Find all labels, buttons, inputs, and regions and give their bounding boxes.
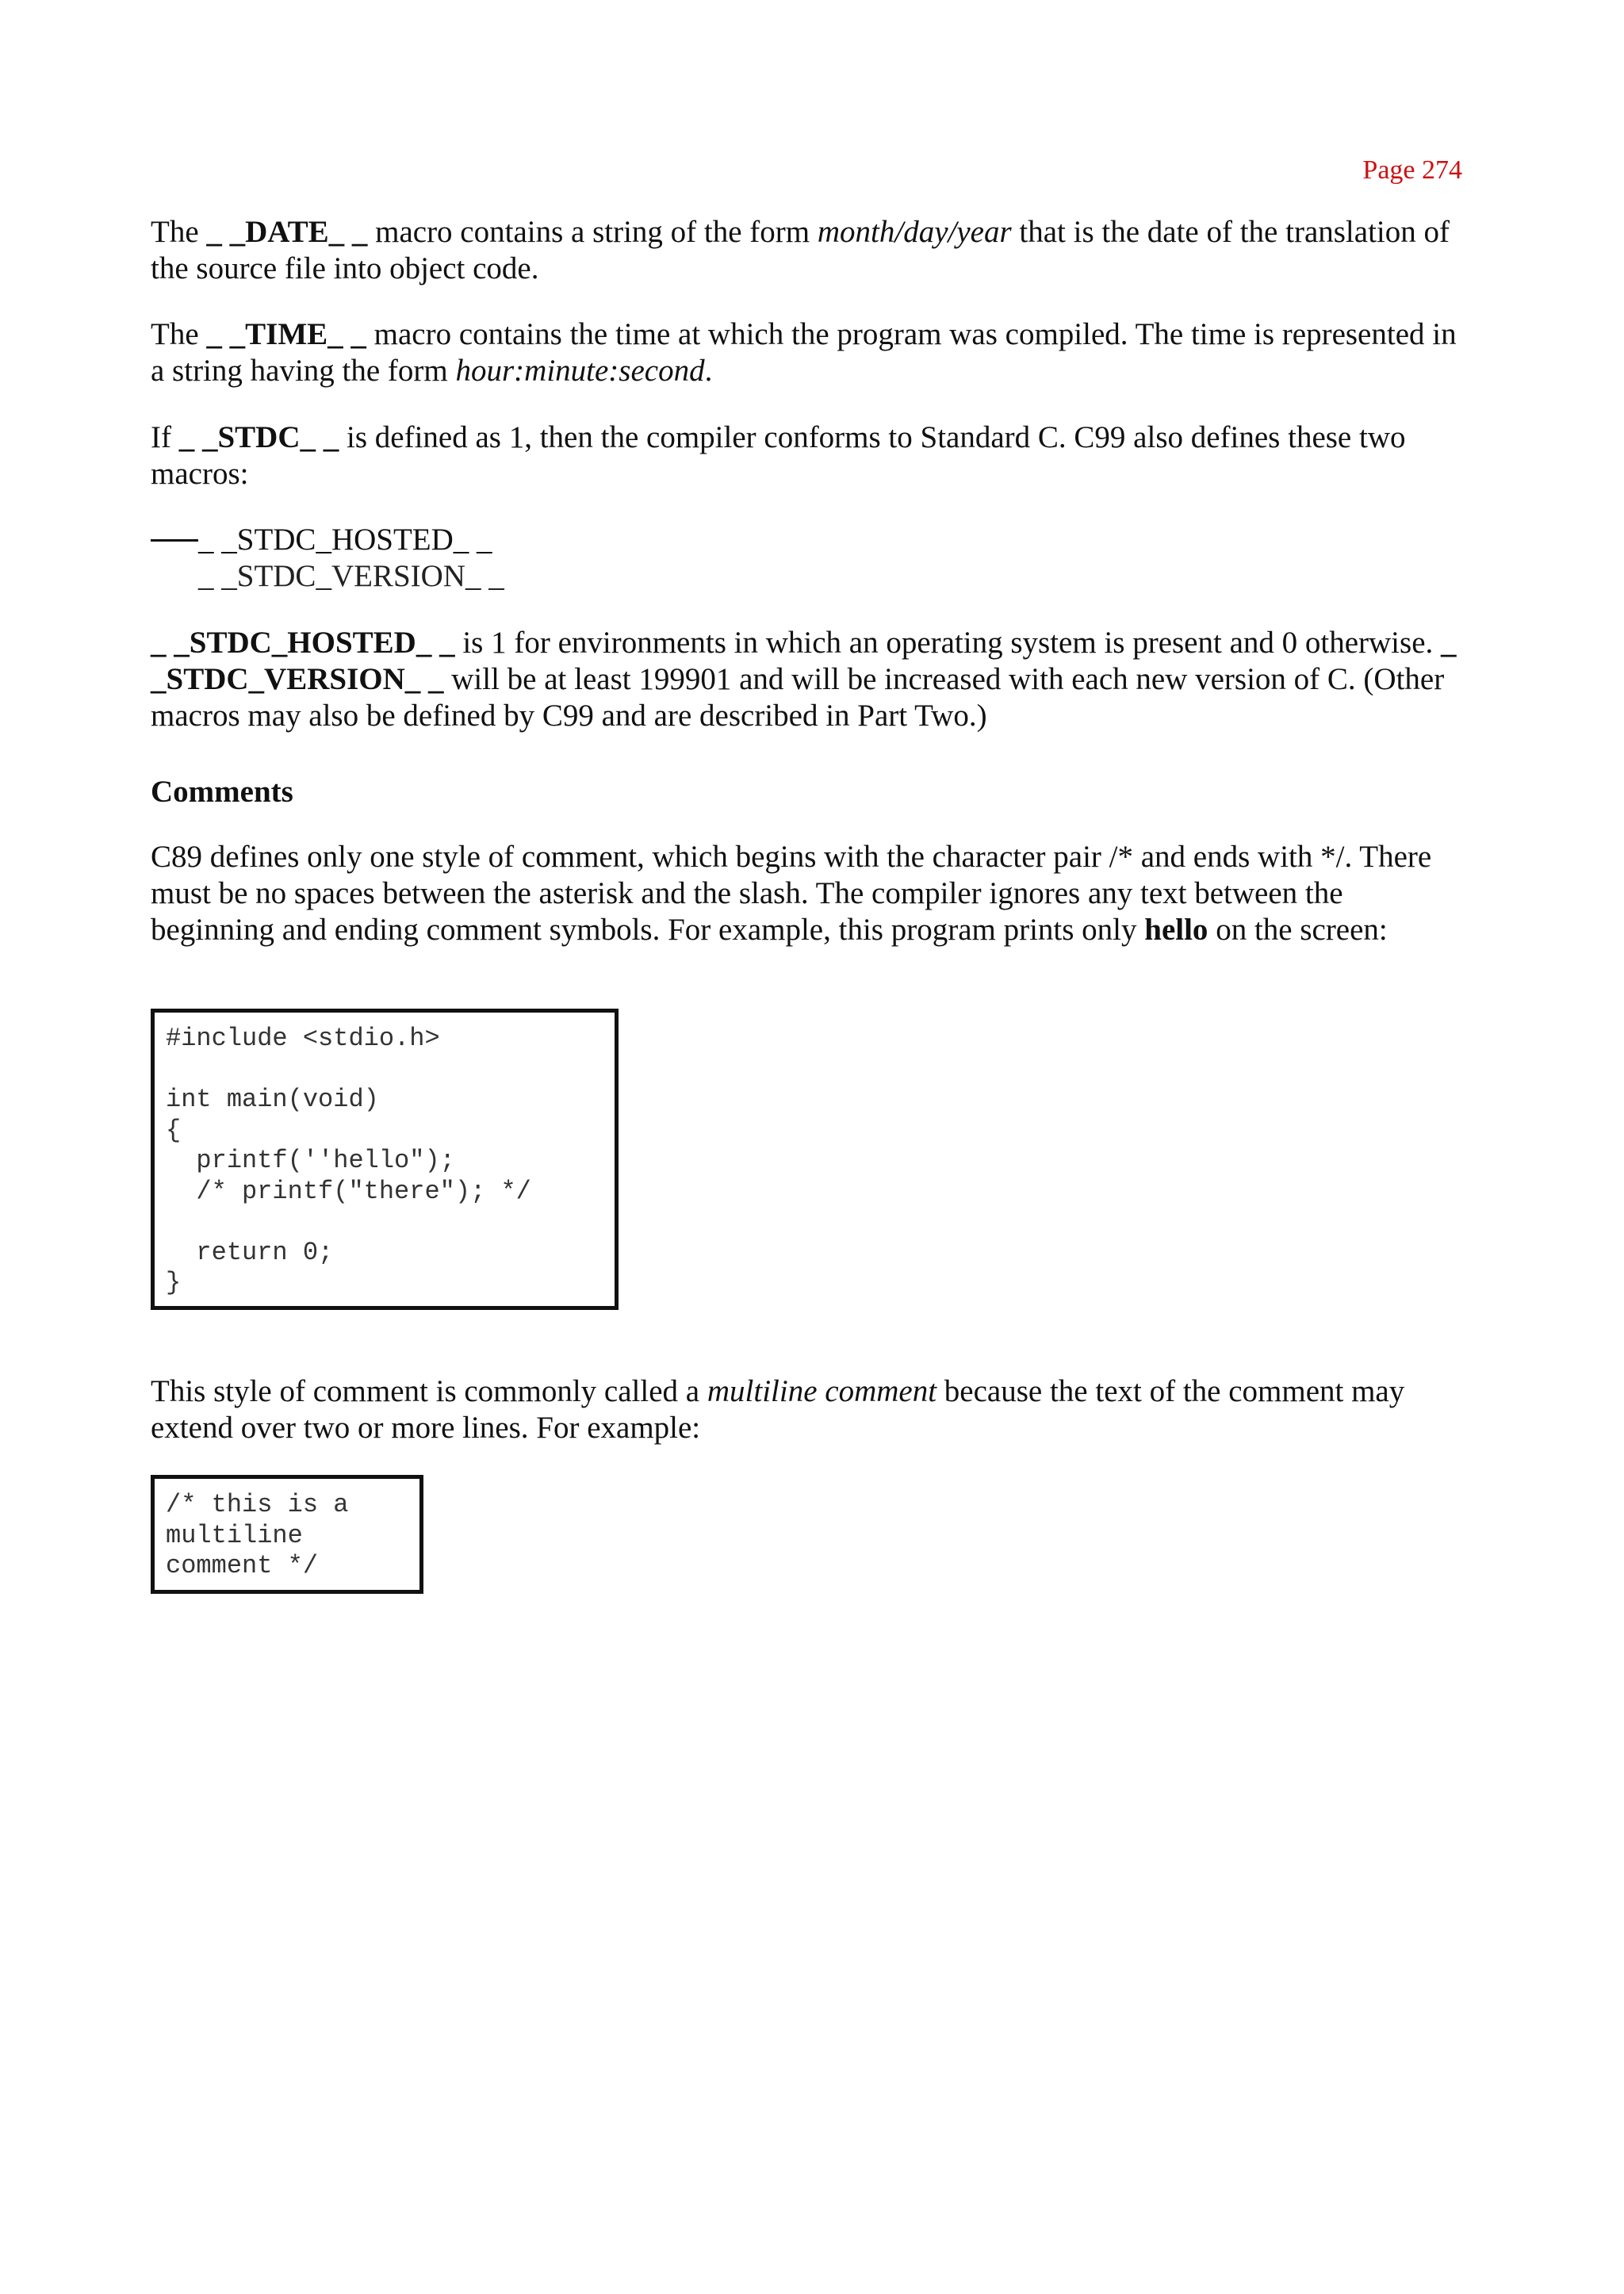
macro-name-version: _ _STDC_VERSION_ _ <box>151 626 1457 696</box>
text-run: The <box>151 215 207 249</box>
macro-name-hosted: _ _STDC_HOSTED_ _ <box>151 626 455 660</box>
multiline-code-text: /* this is a multiline comment */ <box>166 1490 349 1580</box>
text-run: because the text of the comment may extend over two or more lines. For example: <box>151 1374 1405 1445</box>
macro-name-stdc: _ _STDC_ _ <box>178 420 339 454</box>
text-run: If <box>151 420 179 454</box>
text-run: on the screen: <box>1208 913 1388 947</box>
macro-version: _ _STDC_VERSION_ _ <box>198 559 504 593</box>
macro-list-item <box>151 558 504 595</box>
list-dash <box>151 539 198 542</box>
code-example-text: #include <stdio.h> int main(void) { printf(''hello"); /* printf("there"); */ return 0; } <box>166 1024 531 1297</box>
paragraph-comments-intro <box>151 839 1467 948</box>
macro-list <box>151 522 504 595</box>
text-run: . <box>704 354 713 388</box>
paragraph-stdc-macro <box>151 419 1467 492</box>
code-example-box <box>151 1009 619 1310</box>
macro-list-item <box>151 522 504 558</box>
text-run: macro contains the time at which the program was compiled. The time is represented in a string having the form <box>151 317 1457 388</box>
text-run: that is the date of the translation of the source file into object code. <box>151 215 1450 285</box>
paragraph-date-macro <box>151 214 1467 287</box>
text-run: is defined as 1, then the compiler conforms to Standard C. C99 also defines these two macros: <box>151 420 1406 491</box>
macro-hosted: _ _STDC_HOSTED_ _ <box>198 523 492 557</box>
bold-hello: hello <box>1144 913 1208 947</box>
macro-name-time: _ _TIME_ _ <box>206 317 366 351</box>
page-number: Page 274 <box>1362 155 1462 185</box>
emphasis-text: hour:minute:second <box>455 354 705 388</box>
emphasis-text: month/day/year <box>817 215 1012 249</box>
paragraph-hosted-version <box>151 625 1467 734</box>
paragraph-multiline-comment <box>151 1373 1467 1446</box>
text-run: This style of comment is commonly called a <box>151 1374 707 1408</box>
emphasis-text: multiline comment <box>707 1374 937 1408</box>
text-run: The <box>151 317 207 351</box>
text-run: is 1 for environments in which an operating system is present and 0 otherwise. <box>454 626 1442 660</box>
text-run: will be at least 199901 and will be increased with each new version of C. (Other macros may also be defined by C99 and are described in Part Two.) <box>151 662 1445 733</box>
text-run: macro contains a string of the form <box>367 215 818 249</box>
multiline-code-box <box>151 1475 423 1594</box>
text-run: C89 defines only one style of comment, which begins with the character pair /* and ends with */. There must be no spaces between the asterisk and the slash. The compiler ignores any text between the beginning and ending comment symbols. For example, this program prints only <box>151 840 1432 947</box>
paragraph-time-macro <box>151 316 1467 389</box>
macro-name-date: _ _DATE_ _ <box>206 215 368 249</box>
section-heading-comments: Comments <box>151 775 293 809</box>
